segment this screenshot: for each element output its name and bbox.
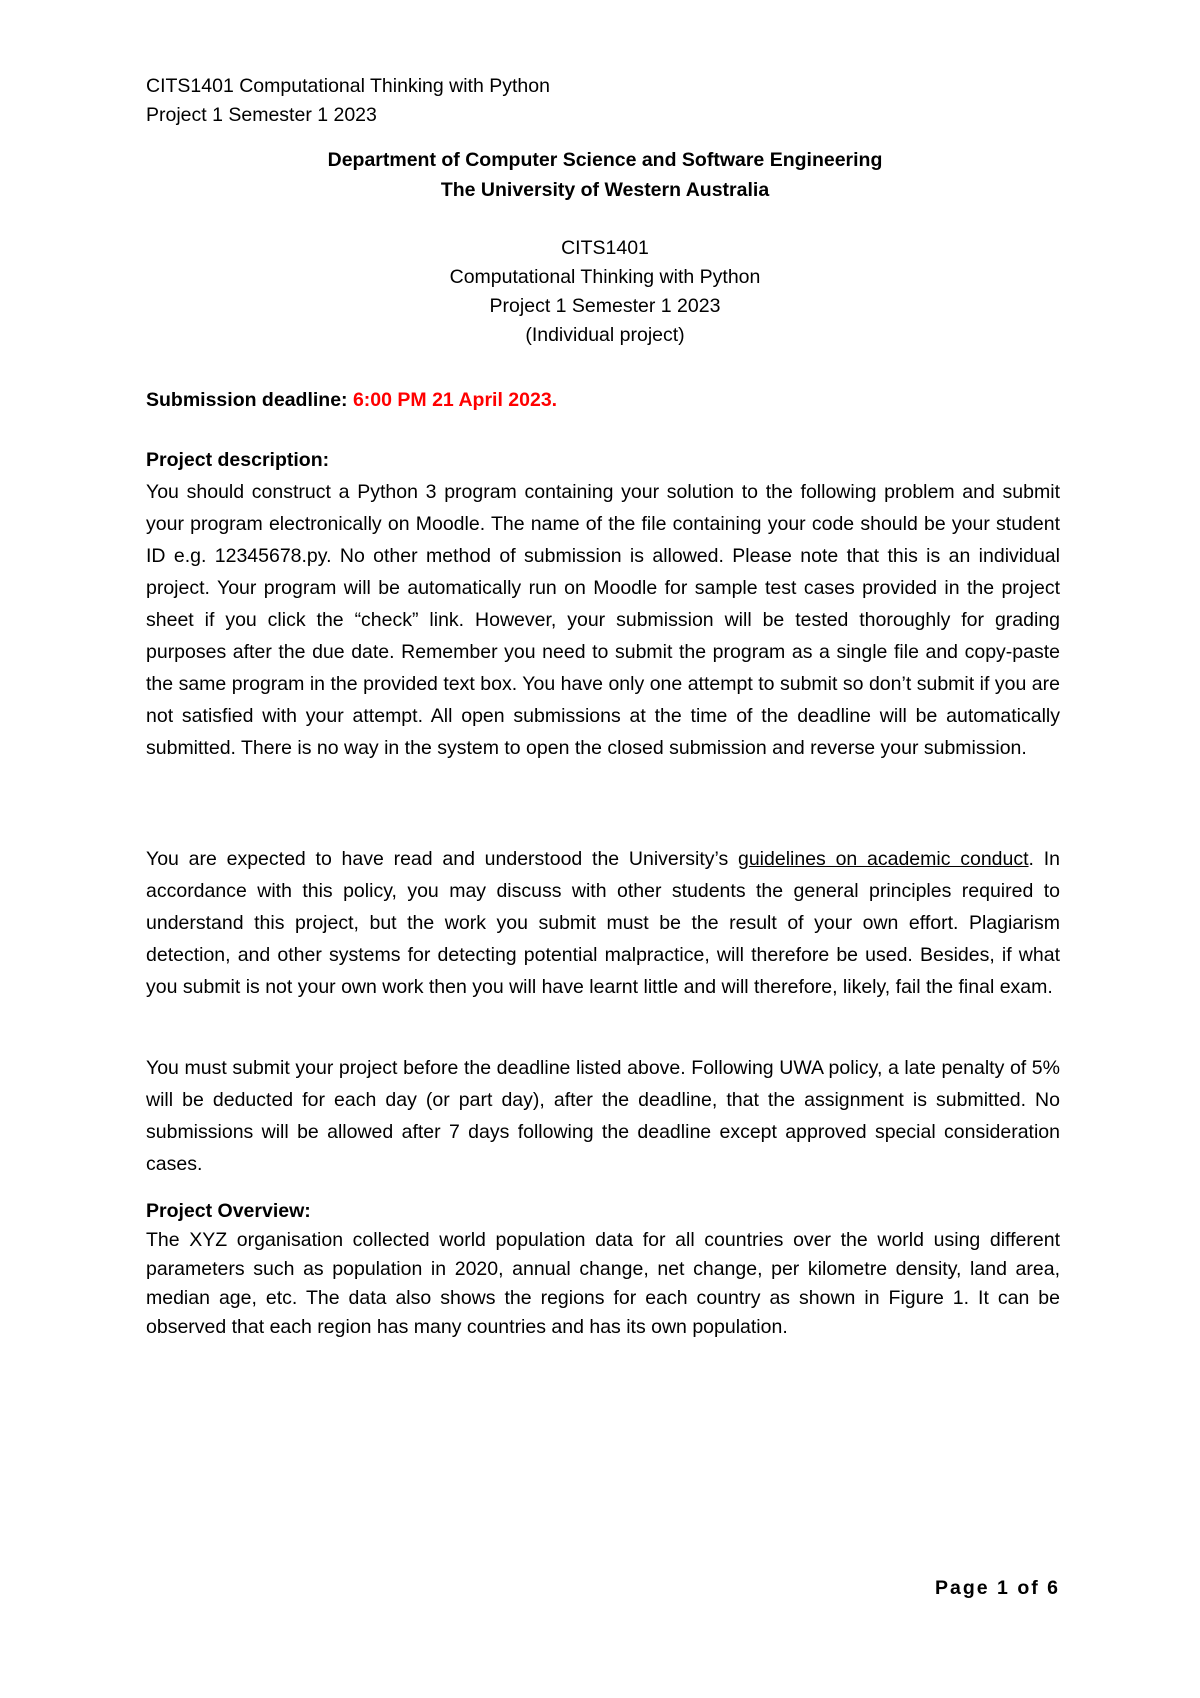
deadline-value: 6:00 PM 21 April 2023. bbox=[352, 389, 558, 411]
header-course-line: CITS1401 Computational Thinking with Python bbox=[146, 75, 550, 97]
unit-code: CITS1401 bbox=[561, 237, 649, 259]
university-title: The University of Western Australia bbox=[440, 179, 770, 201]
unit-name: Computational Thinking with Python bbox=[449, 266, 761, 288]
project-description-section bbox=[146, 444, 1060, 764]
project-title: Project 1 Semester 1 2023 bbox=[489, 295, 721, 317]
late-policy-paragraph: You must submit your project before the deadline listed above. Following UWA policy, a late penalty of 5% will be deducted for each day (or part day), after the deadline, that the assignment is submitted. No submissions will be allowed after 7 days following the deadline except approved special consideration cases. bbox=[146, 1057, 1060, 1175]
project-overview-heading: Project Overview: bbox=[146, 1200, 311, 1222]
conduct-text-after: . In accordance with this policy, you may discuss with other students the general principles required to understand this project, but the work you submit must be the result of your own effort. Plagiarism detection, and other systems for detecting potential malpractice, will therefore be used. Besides, if what you submit is not your own work then you will have learnt little and will therefore, likely, fail the final exam. bbox=[146, 848, 1060, 998]
department-title: Department of Computer Science and Software Engineering bbox=[327, 149, 883, 171]
project-description-heading: Project description: bbox=[146, 449, 330, 471]
submission-deadline bbox=[146, 384, 1060, 416]
project-overview-body: The XYZ organisation collected world population data for all countries over the world using different parameters such as population in 2020, annual change, net change, per kilometre density, land area, median age, etc. The data also shows the regions for each country as shown in Figure 1. It can be observed that each region has many countries and has its own population. bbox=[146, 1229, 1060, 1338]
conduct-text-before: You are expected to have read and understood the University’s bbox=[146, 848, 738, 870]
academic-conduct-link[interactable]: guidelines on academic conduct bbox=[737, 848, 1029, 870]
project-description-body: You should construct a Python 3 program containing your solution to the following problem and submit your program electronically on Moodle. The name of the file containing your code should be your student ID e.g. 12345678.py. No other method of submission is allowed. Please note that this is an individual project. Your program will be automatically run on Moodle for sample test cases provided in the project sheet if you click the “check” link. However, your submission will be tested thoroughly for grading purposes after the due date. Remember you need to submit the program as a single file and copy-paste the same program in the provided text box. You have only one attempt to submit so don’t submit if you are not satisfied with your attempt. All open submissions at the time of the deadline will be automatically submitted. There is no way in the system to open the closed submission and reverse your submission. bbox=[146, 481, 1060, 759]
project-overview-section bbox=[146, 1196, 1060, 1342]
project-type: (Individual project) bbox=[525, 324, 685, 346]
header-project-line: Project 1 Semester 1 2023 bbox=[146, 104, 377, 126]
deadline-label: Submission deadline: bbox=[146, 389, 353, 411]
page-number: Page 1 of 6 bbox=[935, 1577, 1060, 1599]
academic-conduct-paragraph bbox=[146, 843, 1060, 1003]
